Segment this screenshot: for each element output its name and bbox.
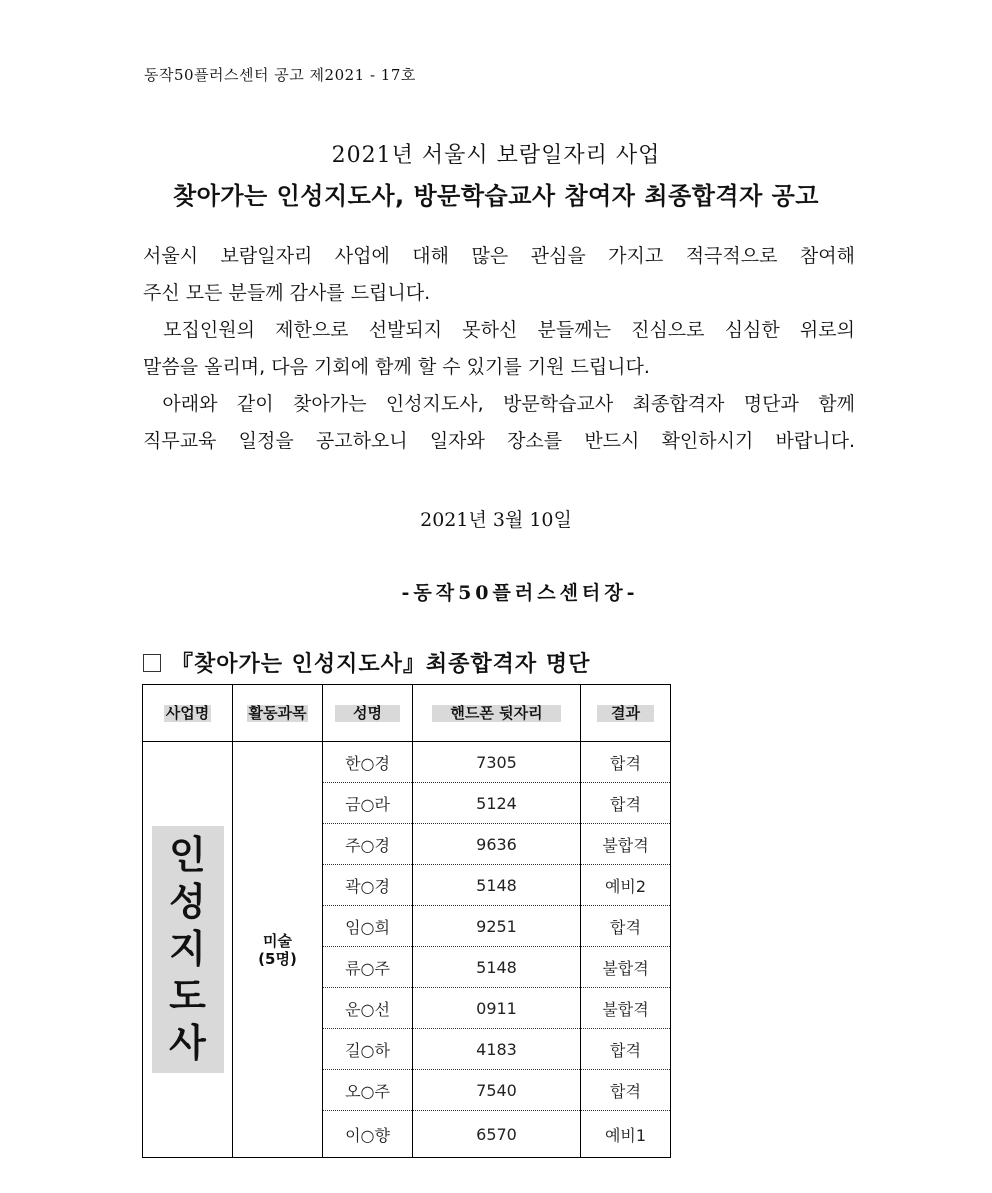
table-header-row [143,685,671,742]
body-line: 말씀을 올리며, 다음 기회에 함께 할 수 있기를 기원 드립니다. [143,356,650,378]
header-name: 성명 [323,685,413,742]
name-cell: 금○라 [323,783,413,824]
header-subject: 활동과목 [233,685,323,742]
body-line: 직무교육 일정을 공고하오니 일자와 장소를 반드시 확인하시기 바랍니다. [143,430,855,452]
table-row [143,742,671,783]
result-cell: 불합격 [581,988,671,1029]
name-cell: 곽○경 [323,865,413,906]
result-cell: 합격 [581,1070,671,1111]
signer: -동작50플러스센터장- [401,582,639,604]
body-line: 서울시 보람일자리 사업에 대해 많은 관심을 가지고 적극적으로 참여해 [143,245,855,267]
phone-cell: 7540 [413,1070,581,1111]
announcement-number: 동작50플러스센터 공고 제2021 - 17호 [144,66,416,84]
announcement-date: 2021년 3월 10일 [420,509,572,531]
program-cell [143,742,233,1158]
result-cell: 예비1 [581,1111,671,1158]
result-cell: 합격 [581,783,671,824]
phone-cell: 5124 [413,783,581,824]
checkbox-square-icon [143,654,161,672]
body-line: 모집인원의 제한으로 선발되지 못하신 분들께는 진심으로 심심한 위로의 [143,319,855,341]
name-cell: 주○경 [323,824,413,865]
header-result: 결과 [581,685,671,742]
result-cell: 합격 [581,1029,671,1070]
name-cell: 길○하 [323,1029,413,1070]
document-title-line2: 찾아가는 인성지도사, 방문학습교사 참여자 최종합격자 공고 [173,182,819,210]
phone-cell: 0911 [413,988,581,1029]
name-cell: 이○향 [323,1111,413,1158]
result-cell: 합격 [581,742,671,783]
program-name-vertical: 인 성 지 도 사 [152,826,224,1073]
result-cell: 예비2 [581,865,671,906]
subject-cell: 미술 (5명) [233,742,323,1158]
header-phone: 핸드폰 뒷자리 [413,685,581,742]
result-cell: 합격 [581,906,671,947]
phone-cell: 6570 [413,1111,581,1158]
name-cell: 류○주 [323,947,413,988]
phone-cell: 9636 [413,824,581,865]
phone-cell: 5148 [413,865,581,906]
phone-cell: 5148 [413,947,581,988]
name-cell: 한○경 [323,742,413,783]
section-heading [143,647,590,678]
phone-cell: 4183 [413,1029,581,1070]
document-title-line1: 2021년 서울시 보람일자리 사업 [331,143,661,168]
phone-cell: 7305 [413,742,581,783]
phone-cell: 9251 [413,906,581,947]
result-cell: 불합격 [581,947,671,988]
results-table [142,684,671,1158]
body-line: 주신 모든 분들께 감사를 드립니다. [143,282,431,304]
section-heading-text: 『찾아가는 인성지도사』최종합격자 명단 [171,652,591,677]
name-cell: 임○희 [323,906,413,947]
name-cell: 운○선 [323,988,413,1029]
body-line: 아래와 같이 찾아가는 인성지도사, 방문학습교사 최종합격자 명단과 함께 [143,393,855,415]
header-program: 사업명 [143,685,233,742]
body-paragraphs [143,238,855,460]
result-cell: 불합격 [581,824,671,865]
name-cell: 오○주 [323,1070,413,1111]
